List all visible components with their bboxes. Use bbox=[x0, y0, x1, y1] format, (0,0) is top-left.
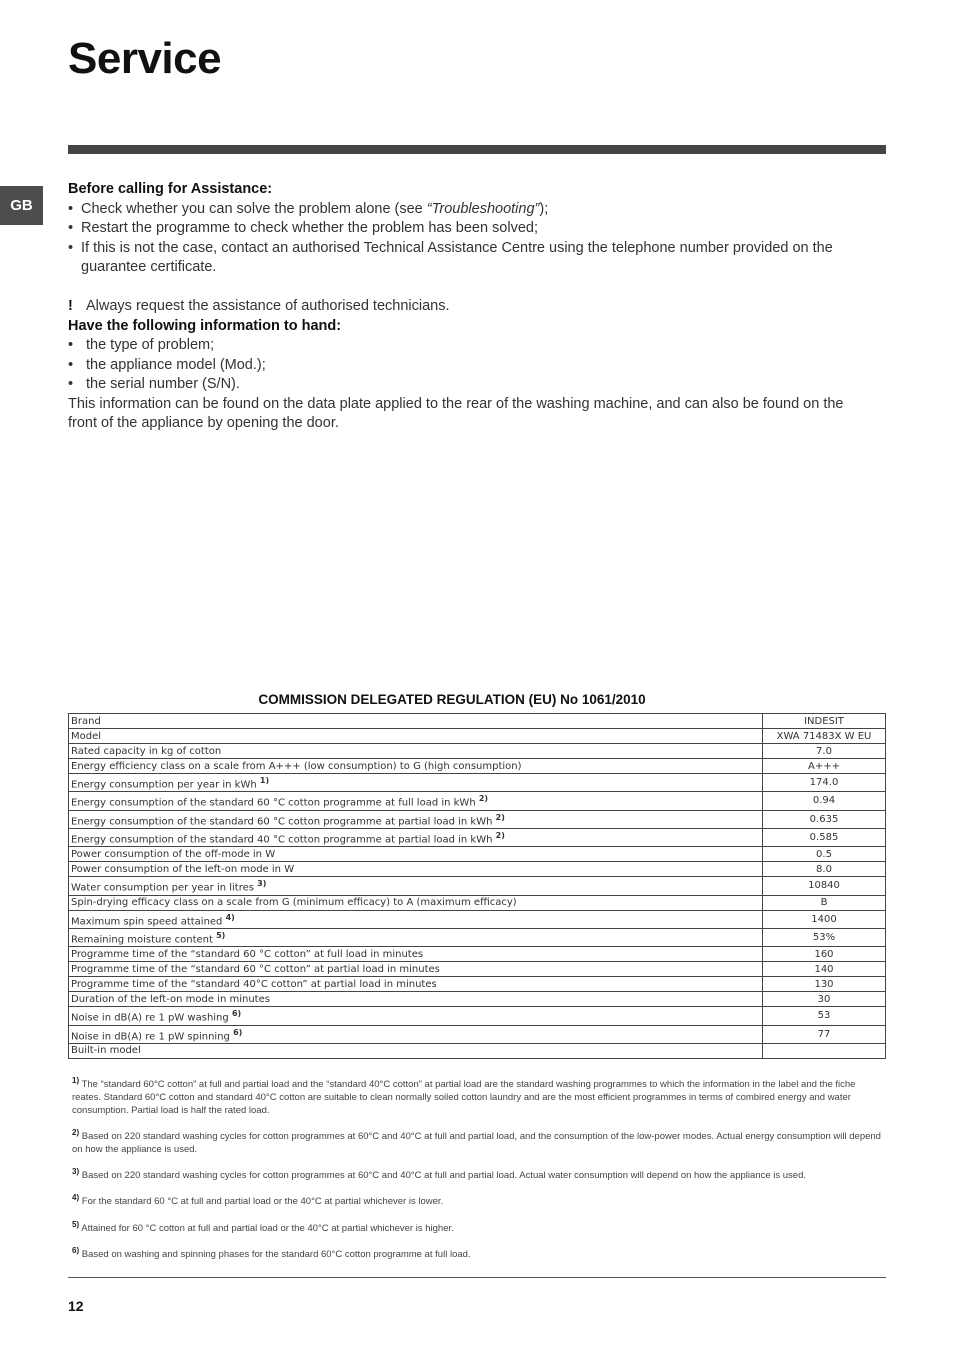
list-item: • the appliance model (Mod.); bbox=[68, 356, 266, 373]
footnote-ref: 2) bbox=[478, 794, 489, 804]
footnote-ref: 3) bbox=[257, 879, 267, 889]
assistance-heading: Before calling for Assistance: bbox=[68, 181, 273, 197]
list-item: • the type of problem; bbox=[68, 337, 215, 353]
footnotes bbox=[72, 1074, 884, 1270]
footnote-ref: 2) bbox=[495, 812, 505, 822]
info-heading: Have the following information to hand: bbox=[68, 317, 342, 334]
row-value: 10840 bbox=[763, 877, 886, 895]
table-row bbox=[69, 928, 886, 946]
footnote-mark: 5) bbox=[72, 1219, 80, 1229]
page-title: Service bbox=[68, 34, 222, 83]
row-value: 0.585 bbox=[763, 828, 886, 846]
footnote: $^{3)}$ Based on 220 standard washing cycles for cotton programmes at 60°C and 40°C at full and partial load. Actual water consumption will depend on how the appliance is used. bbox=[72, 1167, 806, 1182]
row-value: 1400 bbox=[763, 910, 886, 928]
table-row bbox=[69, 977, 886, 992]
footnote: $^{1)}$ The “standard 60°C cotton” at full and partial load and the “standard 40°C cotton” at partial load are the standard washing programmes to which the information in the label and the fiche reates. Standard 60°C cotton and standard 40°C cotton are suitable to clean normally soiled cotton laundry and are the most efficient programmes in terms of combired energy and water consumption. Partial load is half the rated load. bbox=[72, 1076, 856, 1117]
table-row bbox=[69, 862, 886, 877]
table-row bbox=[69, 992, 886, 1007]
info-paragraph: This information can be found on the data plate applied to the rear of the washing machine, and can also be found on the front of the appliance by opening the door. bbox=[68, 395, 844, 431]
row-value: B bbox=[763, 895, 886, 910]
row-value: 0.5 bbox=[763, 847, 886, 862]
table-row bbox=[69, 910, 886, 928]
footnote-ref: 6) bbox=[233, 1027, 243, 1037]
row-label: Energy consumption of the standard 60 °C cotton programme at partial load in kWh $^{2)}$ bbox=[69, 810, 763, 828]
row-value: 174.0 bbox=[763, 774, 886, 792]
table-row bbox=[69, 962, 886, 977]
regulation-table bbox=[68, 713, 886, 1059]
row-label: Built-in model bbox=[69, 1043, 763, 1058]
row-value: 130 bbox=[763, 977, 886, 992]
page-number: 12 bbox=[68, 1298, 84, 1314]
footnote-mark: 4) bbox=[72, 1193, 80, 1203]
row-value: 140 bbox=[763, 962, 886, 977]
footnote-mark: 3) bbox=[72, 1167, 80, 1177]
row-label: Programme time of the “standard 60 °C cotton” at partial load in minutes bbox=[69, 962, 763, 977]
list-item: • the serial number (S/N). bbox=[68, 376, 240, 392]
row-value: 7.0 bbox=[763, 744, 886, 759]
header-divider bbox=[68, 145, 886, 154]
footer-divider bbox=[68, 1277, 886, 1278]
row-value: XWA 71483X W EU bbox=[763, 729, 886, 744]
row-value: 77 bbox=[763, 1025, 886, 1043]
table-row bbox=[69, 1025, 886, 1043]
row-value: 0.94 bbox=[763, 792, 886, 810]
table-row bbox=[69, 774, 886, 792]
regulation-title: COMMISSION DELEGATED REGULATION (EU) No 1061/2010 bbox=[258, 692, 646, 707]
row-label: Programme time of the “standard 40°C cotton” at partial load in minutes bbox=[69, 977, 763, 992]
footnote: $^{2)}$ Based on 220 standard washing cycles for cotton programmes at 60°C and 40°C at full and partial load, and the consumption of the low-power modes. Actual energy consumption will depend on how the appliance is used. bbox=[72, 1128, 881, 1156]
list-item: • Restart the programme to check whether the problem has been solved; bbox=[68, 220, 538, 236]
exclamation-icon: ! bbox=[68, 298, 73, 314]
footnote: $^{5)}$ Attained for 60 °C cotton at full and partial load or the 40°C at partial whichever is higher. bbox=[72, 1219, 454, 1234]
footnote-mark: 6) bbox=[72, 1245, 80, 1255]
row-label: Model bbox=[69, 729, 763, 744]
table-row bbox=[69, 810, 886, 828]
table-row bbox=[69, 877, 886, 895]
footnote-ref: 2) bbox=[495, 830, 505, 840]
list-item: • If this is not the case, contact an authorised Technical Assistance Centre using the telephone number provided on the guarantee certificate. bbox=[68, 239, 833, 275]
row-value: 30 bbox=[763, 992, 886, 1007]
row-label: Energy consumption of the standard 60 °C cotton programme at full load in kWh $^{2)}$ bbox=[69, 792, 763, 810]
row-value: 8.0 bbox=[763, 862, 886, 877]
table-row bbox=[69, 1007, 886, 1025]
footnote-mark: 2) bbox=[72, 1128, 80, 1138]
table-row bbox=[69, 714, 886, 729]
warning-note: ! Always request the assistance of authorised technicians. bbox=[68, 297, 868, 317]
table-row bbox=[69, 792, 886, 810]
row-value: 53% bbox=[763, 928, 886, 946]
row-value: 0.635 bbox=[763, 810, 886, 828]
footnote-mark: 1) bbox=[72, 1076, 80, 1085]
row-label: Brand bbox=[69, 714, 763, 729]
row-label: Remaining moisture content $^{5)}$ bbox=[69, 928, 763, 946]
table-row bbox=[69, 847, 886, 862]
footnote-ref: 5) bbox=[216, 930, 226, 940]
footnote: $^{4)}$ For the standard 60 °C at full and partial load or the 40°C at partial whichever is lower. bbox=[72, 1193, 444, 1208]
row-label: Noise in dB(A) re 1 pW spinning $^{6)}$ bbox=[69, 1025, 763, 1043]
assistance-list bbox=[68, 200, 868, 278]
row-label: Duration of the left-on mode in minutes bbox=[69, 992, 763, 1007]
row-label: Water consumption per year in litres $^{3)}$ bbox=[69, 877, 763, 895]
footnote: $^{6)}$ Based on washing and spinning phases for the standard 60°C cotton programme at full load. bbox=[72, 1245, 471, 1260]
table-row bbox=[69, 759, 886, 774]
table-row bbox=[69, 744, 886, 759]
row-label: Energy efficiency class on a scale from A+++ (low consumption) to G (high consumption) bbox=[69, 759, 763, 774]
row-label: Maximum spin speed attained $^{4)}$ bbox=[69, 910, 763, 928]
row-label: Spin-drying efficacy class on a scale from G (minimum efficacy) to A (maximum efficacy) bbox=[69, 895, 763, 910]
row-label: Power consumption of the left-on mode in W bbox=[69, 862, 763, 877]
footnote-ref: 1) bbox=[259, 776, 270, 785]
row-value: A+++ bbox=[763, 759, 886, 774]
table-row bbox=[69, 828, 886, 846]
info-list bbox=[68, 336, 868, 395]
row-label: Energy consumption per year in kWh $^{1)}$ bbox=[69, 774, 763, 792]
footnote-ref: 4) bbox=[225, 912, 235, 922]
row-label: Noise in dB(A) re 1 pW washing $^{6)}$ bbox=[69, 1007, 763, 1025]
row-value: 53 bbox=[763, 1007, 886, 1025]
table-row bbox=[69, 947, 886, 962]
row-value bbox=[763, 1043, 886, 1058]
language-tab: GB bbox=[0, 186, 43, 225]
list-item: • Check whether you can solve the problem alone (see “Troubleshooting”); bbox=[68, 200, 549, 217]
table-row bbox=[69, 895, 886, 910]
service-content bbox=[68, 180, 868, 434]
row-value: INDESIT bbox=[763, 714, 886, 729]
table-row bbox=[69, 1043, 886, 1058]
table-row bbox=[69, 729, 886, 744]
row-label: Programme time of the “standard 60 °C cotton” at full load in minutes bbox=[69, 947, 763, 962]
row-label: Energy consumption of the standard 40 °C cotton programme at partial load in kWh $^{2)}$ bbox=[69, 828, 763, 846]
row-label: Power consumption of the off-mode in W bbox=[69, 847, 763, 862]
row-value: 160 bbox=[763, 947, 886, 962]
row-label: Rated capacity in kg of cotton bbox=[69, 744, 763, 759]
footnote-ref: 6) bbox=[231, 1009, 242, 1019]
